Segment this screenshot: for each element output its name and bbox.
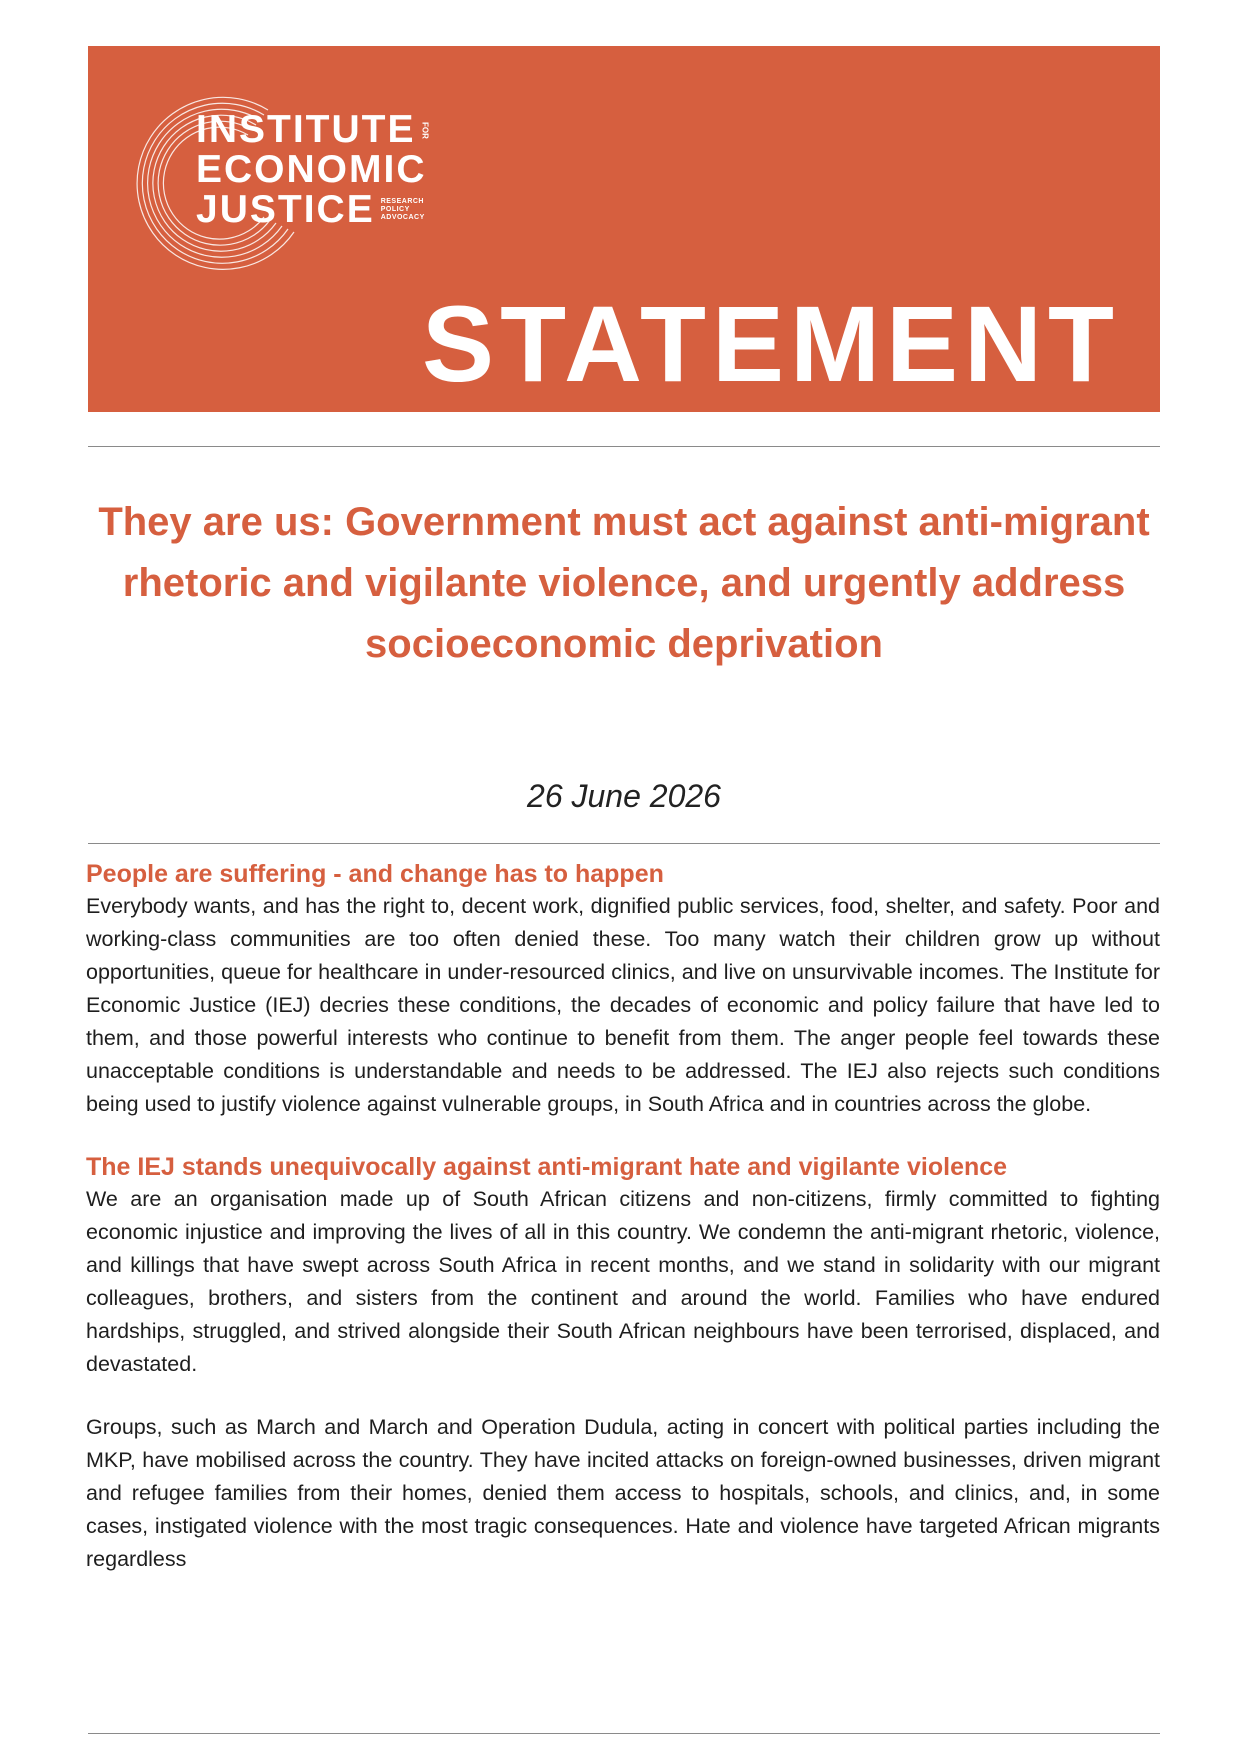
- header-banner: [88, 46, 1160, 412]
- logo-tagline-advocacy: ADVOCACY: [380, 214, 425, 221]
- divider-bottom: [88, 1733, 1160, 1734]
- divider-top: [88, 446, 1160, 447]
- logo-line-economic: ECONOMIC: [196, 148, 427, 191]
- paragraph: Everybody wants, and has the right to, decent work, dignified public services, food, shelter, and safety. Poor and working-class communities are too often denied these. Too many watch their children grow up without opportunities, queue for healthcare in under-resourced clinics, and live on unsurvivable incomes. The Institute for Economic Justice (IEJ) decries these conditions, the decades of economic and policy failure that have led to them, and those powerful interests who continue to benefit from them. The anger people feel towards these unacceptable conditions is understandable and needs to be addressed. The IEJ also rejects such conditions being used to justify violence against vulnerable groups, in South Africa and in countries across the globe.: [86, 894, 1160, 1116]
- document-date: 26 June 2026: [527, 778, 721, 814]
- logo-for: FOR: [420, 121, 430, 139]
- logo-tagline: [381, 198, 425, 222]
- paragraph: We are an organisation made up of South African citizens and non-citizens, firmly committed to fighting economic injustice and improving the lives of all in this country. We condemn the anti-migrant rhetoric, violence, and killings that have swept across South Africa in recent months, and we stand in solidarity with our migrant colleagues, brothers, and sisters from the continent and around the world. Families who have endured hardships, struggled, and strived alongside their South African neighbours have been terrorised, displaced, and devastated.: [86, 1187, 1160, 1376]
- document-body: [86, 858, 1160, 1576]
- logo: [196, 110, 430, 230]
- logo-tagline-policy: POLICY: [380, 206, 410, 213]
- section-gap: [86, 1121, 1160, 1151]
- logo-tagline-research: RESEARCH: [380, 198, 424, 205]
- section-heading: The IEJ stands unequivocally against anti-migrant hate and vigilante violence: [86, 1153, 1008, 1181]
- paragraph-gap: [86, 1381, 1160, 1411]
- logo-line-justice: JUSTICE: [196, 188, 375, 231]
- document-title: They are us: Government must act against anti-migrant rhetoric and vigilante violence, and urgently address socioeconomic deprivation: [98, 500, 1150, 666]
- divider-middle: [88, 843, 1160, 844]
- section-heading: People are suffering - and change has to happen: [86, 860, 664, 888]
- banner-title: STATEMENT: [422, 283, 1120, 404]
- logo-line-institute: INSTITUTE: [196, 108, 416, 151]
- paragraph: Groups, such as March and March and Operation Dudula, acting in concert with political parties including the MKP, have mobilised across the country. They have incited attacks on foreign-owned businesses, driven migrant and refugee families from their homes, denied them access to hospitals, schools, and clinics, and, in some cases, instigated violence with the most tragic consequences. Hate and violence have targeted African migrants regardless: [86, 1415, 1160, 1571]
